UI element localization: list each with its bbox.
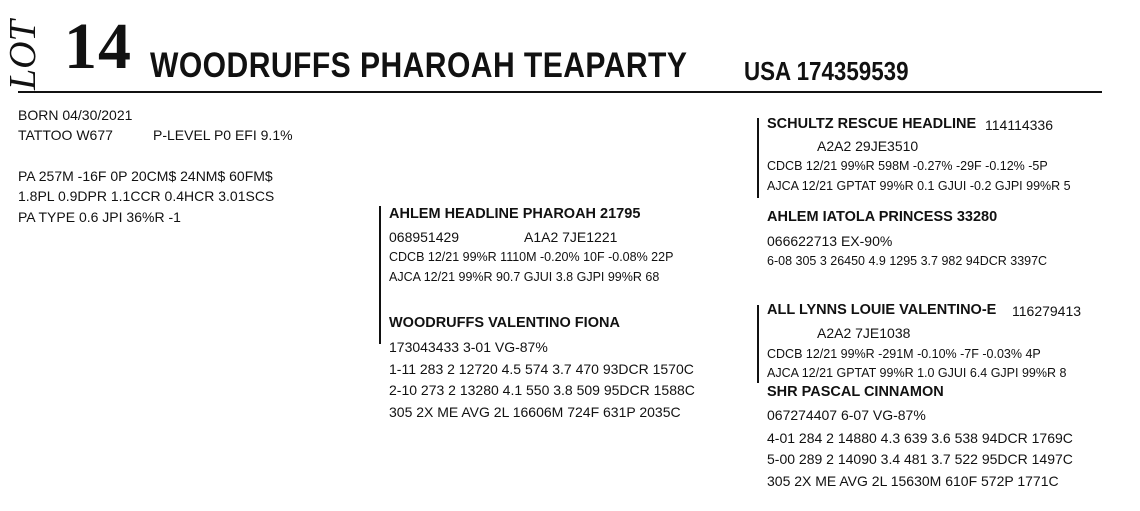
dam-sire-ajca: AJCA 12/21 GPTAT 99%R 1.0 GJUI 6.4 GJPI 99%R 8 [767,366,1067,380]
dam-sire-cdcb: CDCB 12/21 99%R -291M -0.10% -7F -0.03% 4P [767,347,1041,361]
dam-dam-record-1: 4-01 284 2 14880 4.3 639 3.6 538 94DCR 1769C [767,430,1073,446]
sire-sire-ajca: AJCA 12/21 GPTAT 99%R 0.1 GJUI -0.2 GJPI 99%R 5 [767,179,1071,193]
birth-date: BORN 04/30/2021 [18,107,133,123]
lot-number: 14 [64,10,132,83]
sire-side-bracket-line [757,118,759,198]
dam-dam-name: SHR PASCAL CINNAMON [767,384,944,400]
sire-reg: 068951429 [389,229,460,245]
sire-sire-cdcb: CDCB 12/21 99%R 598M -0.27% -29F -0.12% -5P [767,159,1048,173]
dam-dam-record-2: 5-00 289 2 14090 3.4 481 3.7 522 95DCR 1497C [767,451,1073,467]
sire-name: AHLEM HEADLINE PHAROAH 21795 [389,206,641,222]
dam-reg-classification: 173043433 3-01 VG-87% [389,339,548,355]
dam-sire-reg: 116279413 [1012,303,1082,319]
header-divider [18,91,1102,93]
sire-codes: A1A2 7JE1221 [524,229,618,245]
dam-dam-record-3: 305 2X ME AVG 2L 15630M 610F 572P 1771C [767,473,1059,489]
lot-label: LOT [2,20,44,90]
sire-dam-name: AHLEM IATOLA PRINCESS 33280 [767,209,998,225]
registration-number: USA 174359539 [744,56,909,86]
sire-cdcb: CDCB 12/21 99%R 1110M -0.20% 10F -0.08% 22P [389,250,674,264]
dam-sire-name: ALL LYNNS LOUIE VALENTINO-E [767,302,997,318]
dam-name: WOODRUFFS VALENTINO FIONA [389,315,620,331]
pa-line-1: PA 257M -16F 0P 20CM$ 24NM$ 60FM$ [18,168,273,184]
pa-line-3: PA TYPE 0.6 JPI 36%R -1 [18,209,181,225]
sire-dam-reg-classification: 066622713 EX-90% [767,233,893,249]
sire-sire-name: SCHULTZ RESCUE HEADLINE [767,116,977,132]
dam-record-1: 1-11 283 2 12720 4.5 574 3.7 470 93DCR 1570C [389,361,694,377]
parents-bracket-line [379,206,381,344]
sire-sire-reg: 114114336 [985,117,1053,133]
tattoo: TATTOO W677 [18,127,113,143]
dam-dam-reg-classification: 067274407 6-07 VG-87% [767,407,926,423]
p-level-efi: P-LEVEL P0 EFI 9.1% [153,127,293,143]
sire-dam-record: 6-08 305 3 26450 4.9 1295 3.7 982 94DCR 3397C [767,254,1048,268]
dam-side-bracket-line [757,305,759,383]
animal-name: WOODRUFFS PHAROAH TEAPARTY [150,46,688,85]
dam-record-2: 2-10 273 2 13280 4.1 550 3.8 509 95DCR 1588C [389,382,695,398]
pa-line-2: 1.8PL 0.9DPR 1.1CCR 0.4HCR 3.01SCS [18,188,275,204]
sire-sire-codes: A2A2 29JE3510 [817,138,919,154]
dam-sire-codes: A2A2 7JE1038 [817,325,911,341]
sire-ajca: AJCA 12/21 99%R 90.7 GJUI 3.8 GJPI 99%R 68 [389,270,660,284]
dam-record-3: 305 2X ME AVG 2L 16606M 724F 631P 2035C [389,404,681,420]
